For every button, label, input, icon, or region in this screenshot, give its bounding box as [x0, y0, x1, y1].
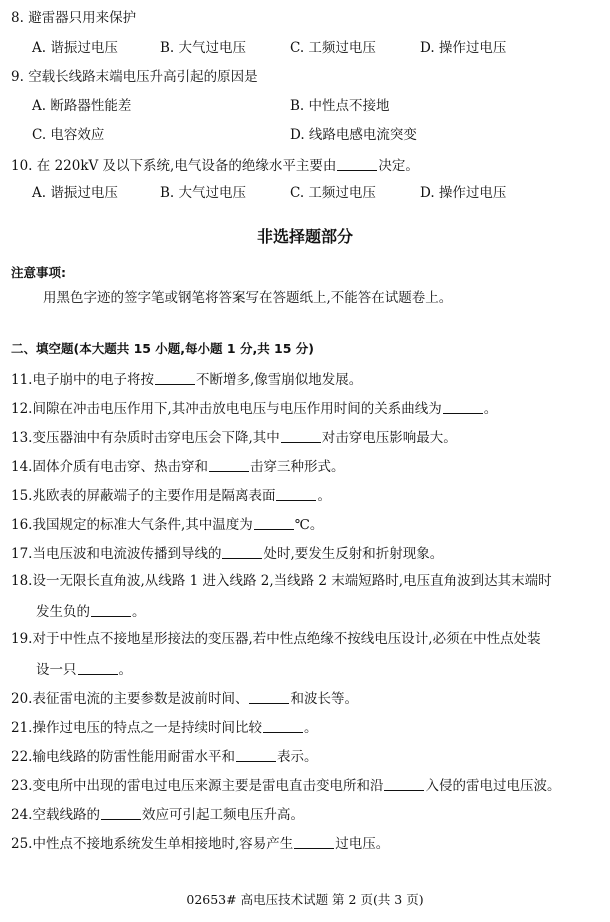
question-21	[11, 720, 317, 736]
question-number: 13.	[11, 430, 33, 446]
q8-option-b: B. 大气过电压	[160, 40, 247, 56]
answer-blank	[294, 836, 334, 849]
question-17	[11, 546, 443, 562]
question-text-after: 效应可引起工频电压升高。	[141, 807, 304, 823]
question-text: 兆欧表的屏蔽端子的主要作用是隔离表面	[32, 488, 276, 504]
question-text: 空载线路的	[32, 807, 100, 823]
question-15	[11, 488, 331, 504]
question-number: 19.	[11, 631, 33, 647]
question-number: 17.	[11, 546, 33, 562]
answer-blank	[101, 807, 141, 820]
question-text: 发生负的	[36, 604, 90, 620]
question-text-after: 和波长等。	[290, 691, 358, 707]
section-title: 非选择题部分	[256, 227, 353, 246]
q9-option-c: C. 电容效应	[32, 127, 105, 143]
question-number: 16.	[11, 517, 33, 533]
q10-option-b: B. 大气过电压	[160, 185, 247, 201]
question-number: 24.	[11, 807, 33, 823]
question-text: 我国规定的标准大气条件,其中温度为	[32, 517, 253, 533]
question-text: 变电所中出现的雷电过电压来源主要是雷电直击变电所和沿	[32, 778, 384, 794]
question-text: 电子崩中的电子将按	[32, 372, 154, 388]
question-number: 21.	[11, 720, 33, 736]
question-text: 空载长线路末端电压升高引起的原因是	[28, 69, 258, 85]
q10-option-d: D. 操作过电压	[420, 185, 507, 201]
answer-blank	[91, 604, 131, 617]
question-9-stem	[11, 71, 258, 85]
q10-option-c: C. 工频过电压	[290, 185, 376, 201]
question-16	[11, 517, 323, 533]
answer-blank	[281, 430, 321, 443]
question-18	[11, 575, 552, 589]
question-text: 中性点不接地系统发生单相接地时,容易产生	[32, 836, 294, 852]
answer-blank	[236, 749, 276, 762]
question-text: 输电线路的防雷性能用耐雷水平和	[32, 749, 235, 765]
question-text-after: 入侵的雷电过电压波。	[425, 778, 561, 794]
question-text-after: 表示。	[276, 749, 318, 765]
question-number: 11.	[11, 372, 33, 388]
question-20	[11, 691, 358, 707]
part2-title: 二、填空题(本大题共 15 小题,每小题 1 分,共 15 分)	[11, 341, 315, 356]
question-text-after: 。	[317, 488, 331, 504]
question-number: 10.	[11, 158, 33, 174]
question-text-after: 。	[132, 604, 146, 620]
question-text: 当电压波和电流波传播到导线的	[32, 546, 222, 562]
question-number: 8.	[11, 10, 24, 26]
question-10-stem	[11, 158, 419, 174]
question-text-after: 。	[483, 401, 498, 417]
question-number: 22.	[11, 749, 33, 765]
question-number: 14.	[11, 459, 33, 475]
answer-blank	[155, 372, 195, 385]
q8-option-a: A. 谐振过电压	[32, 40, 118, 56]
page-footer: 02653# 高电压技术试题 第 2 页(共 3 页)	[186, 892, 424, 907]
question-number: 18.	[11, 573, 33, 589]
question-text: 操作过电压的特点之一是持续时间比较	[32, 720, 262, 736]
question-text-after: 对击穿电压影响最大。	[321, 430, 457, 446]
question-text: 设一只	[36, 662, 77, 678]
answer-blank	[443, 401, 483, 414]
question-23	[11, 778, 560, 794]
q10-option-a: A. 谐振过电压	[32, 185, 118, 201]
answer-blank	[263, 720, 303, 733]
question-text-after: 处时,要发生反射和折射现象。	[263, 546, 444, 562]
question-text: 对于中性点不接地星形接法的变压器,若中性点绝缘不按线电压设计,必须在中性点处装	[32, 631, 541, 647]
question-text: 间隙在冲击电压作用下,其冲击放电电压与电压作用时间的关系曲线为	[32, 401, 442, 417]
answer-blank	[209, 459, 249, 472]
q9-option-a: A. 断路器性能差	[32, 98, 132, 114]
question-13	[11, 430, 457, 446]
q9-option-b: B. 中性点不接地	[290, 98, 390, 114]
question-text-after: 不断增多,像雪崩似地发展。	[195, 372, 363, 388]
answer-blank	[222, 546, 262, 559]
answer-blank	[254, 517, 294, 530]
question-text: 避雷器只用来保护	[28, 10, 137, 26]
question-19-continued	[36, 662, 132, 678]
question-text: 变压器油中有杂质时击穿电压会下降,其中	[32, 430, 280, 446]
answer-blank	[337, 158, 377, 171]
question-text-after: ℃。	[294, 517, 324, 533]
q8-option-d: D. 操作过电压	[420, 40, 507, 56]
question-text-after: 决定。	[378, 158, 419, 174]
question-18-continued	[36, 604, 146, 620]
notice-text: 用黑色字迹的签字笔或钢笔将答案写在答题纸上,不能答在试题卷上。	[43, 290, 453, 306]
answer-blank	[78, 662, 118, 675]
question-number: 15.	[11, 488, 33, 504]
question-24	[11, 807, 304, 823]
question-19	[11, 633, 541, 647]
answer-blank	[384, 778, 424, 791]
question-text: 固体介质有电击穿、热击穿和	[32, 459, 208, 475]
question-22	[11, 749, 317, 765]
question-number: 9.	[11, 69, 24, 85]
question-8-stem	[11, 12, 136, 26]
question-text-after: 。	[118, 662, 132, 678]
question-text: 设一无限长直角波,从线路 1 进入线路 2,当线路 2 末端短路时,电压直角波到达其末端时	[32, 573, 552, 589]
question-number: 12.	[11, 401, 33, 417]
question-number: 25.	[11, 836, 33, 852]
question-11	[11, 372, 362, 388]
notice-title: 注意事项:	[11, 265, 66, 280]
answer-blank	[249, 691, 289, 704]
question-number: 20.	[11, 691, 33, 707]
q8-option-c: C. 工频过电压	[290, 40, 376, 56]
question-text: 在 220kV 及以下系统,电气设备的绝缘水平主要由	[36, 158, 337, 174]
question-14	[11, 459, 344, 475]
q9-option-d: D. 线路电感电流突变	[290, 127, 417, 143]
answer-blank	[276, 488, 316, 501]
question-text-after: 击穿三种形式。	[249, 459, 345, 475]
question-number: 23.	[11, 778, 33, 794]
question-text-after: 。	[303, 720, 318, 736]
question-text-after: 过电压。	[335, 836, 390, 852]
question-25	[11, 836, 389, 852]
question-text: 表征雷电流的主要参数是波前时间、	[32, 691, 249, 707]
question-12	[11, 401, 497, 417]
